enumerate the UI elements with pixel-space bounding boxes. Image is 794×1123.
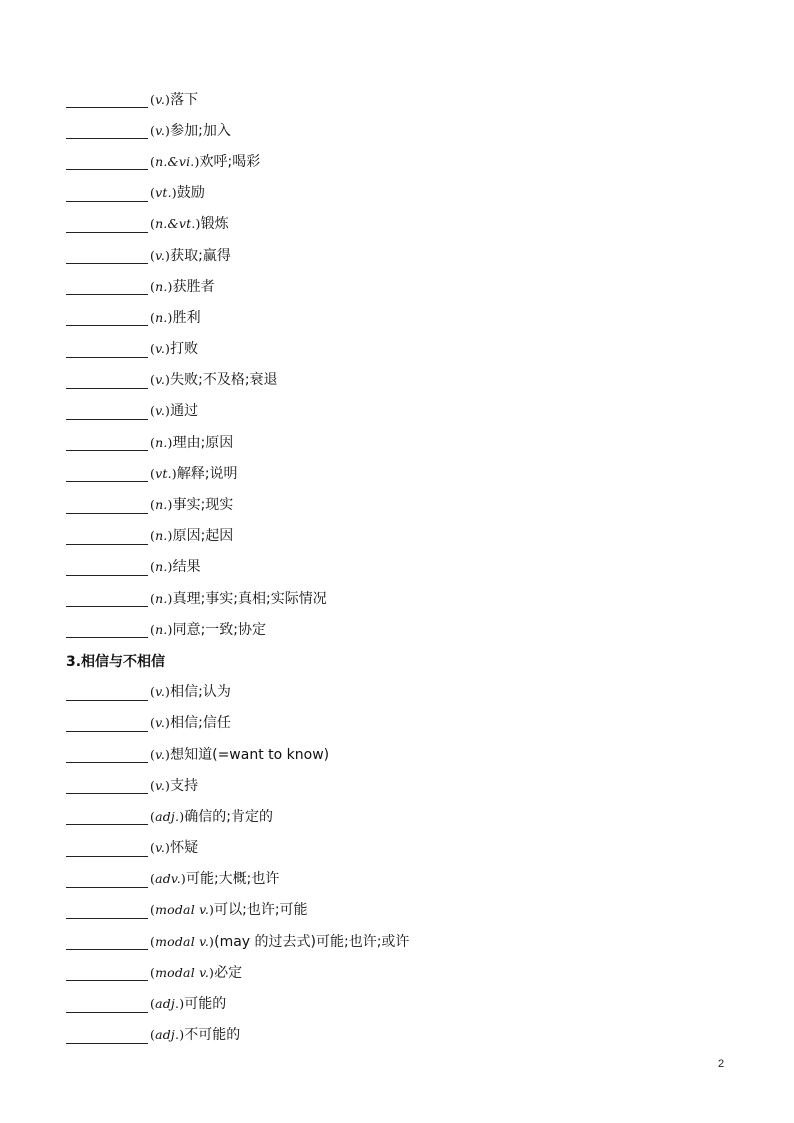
part-of-speech: (adv.) xyxy=(150,871,186,887)
part-of-speech: (adj.) xyxy=(150,808,185,824)
vocab-row xyxy=(66,271,746,302)
vocab-row xyxy=(66,801,746,832)
answer-blank[interactable] xyxy=(66,871,148,888)
chinese-meaning: 鼓励 xyxy=(176,185,205,202)
vocab-row xyxy=(66,677,746,708)
chinese-meaning: 打败 xyxy=(170,341,199,358)
answer-blank[interactable] xyxy=(66,122,148,139)
answer-blank[interactable] xyxy=(66,528,148,545)
vocab-row xyxy=(66,365,746,396)
vocab-row xyxy=(66,864,746,895)
part-of-speech: (v.) xyxy=(150,777,171,793)
chinese-meaning: 锻炼 xyxy=(200,216,229,233)
chinese-meaning: 可能的 xyxy=(184,996,227,1013)
answer-blank[interactable] xyxy=(66,933,148,950)
part-of-speech: (v.) xyxy=(150,247,171,263)
vocab-row xyxy=(66,833,746,864)
chinese-meaning: 可以;也许;可能 xyxy=(214,902,308,919)
vocab-row xyxy=(66,739,746,770)
part-of-speech: (n.) xyxy=(150,559,173,575)
part-of-speech: (n.) xyxy=(150,278,173,294)
chinese-meaning: 获取;赢得 xyxy=(170,247,231,264)
answer-blank[interactable] xyxy=(66,309,148,326)
vocab-row xyxy=(66,770,746,801)
answer-blank[interactable] xyxy=(66,278,148,295)
answer-blank[interactable] xyxy=(66,840,148,857)
answer-blank[interactable] xyxy=(66,964,148,981)
vocab-row xyxy=(66,708,746,739)
chinese-meaning: 相信;信任 xyxy=(170,715,231,732)
part-of-speech: (v.) xyxy=(150,341,171,357)
answer-blank[interactable] xyxy=(66,715,148,732)
answer-blank[interactable] xyxy=(66,902,148,919)
vocab-row xyxy=(66,489,746,520)
page-number: 2 xyxy=(718,1058,725,1070)
vocab-row xyxy=(66,552,746,583)
vocab-row xyxy=(66,988,746,1019)
answer-blank[interactable] xyxy=(66,808,148,825)
answer-blank[interactable] xyxy=(66,341,148,358)
answer-blank[interactable] xyxy=(66,684,148,701)
answer-blank[interactable] xyxy=(66,590,148,607)
part-of-speech: (v.) xyxy=(150,372,171,388)
answer-blank[interactable] xyxy=(66,996,148,1013)
answer-blank[interactable] xyxy=(66,777,148,794)
vocab-row xyxy=(66,895,746,926)
answer-blank[interactable] xyxy=(66,621,148,638)
answer-blank[interactable] xyxy=(66,434,148,451)
chinese-meaning: 落下 xyxy=(170,91,199,108)
part-of-speech: (n.) xyxy=(150,528,173,544)
chinese-meaning: 原因;起因 xyxy=(172,528,234,545)
chinese-meaning: 参加;加入 xyxy=(170,122,231,139)
answer-blank[interactable] xyxy=(66,216,148,233)
chinese-meaning: 事实;现实 xyxy=(172,497,234,514)
vocab-row xyxy=(66,209,746,240)
part-of-speech: (n.) xyxy=(150,497,173,513)
part-of-speech: (n.&vt.) xyxy=(150,216,201,232)
part-of-speech: (adj.) xyxy=(150,1027,185,1043)
part-of-speech: (modal v.) xyxy=(150,964,215,980)
vocab-row xyxy=(66,583,746,614)
chinese-meaning: 确信的;肯定的 xyxy=(184,808,273,825)
answer-blank[interactable] xyxy=(66,465,148,482)
chinese-meaning: 想知道(=want to know) xyxy=(170,746,330,763)
vocab-row xyxy=(66,84,746,115)
answer-blank[interactable] xyxy=(66,746,148,763)
vocab-row xyxy=(66,427,746,458)
part-of-speech: (n.&vi.) xyxy=(150,153,200,169)
answer-blank[interactable] xyxy=(66,403,148,420)
answer-blank[interactable] xyxy=(66,372,148,389)
part-of-speech: (modal v.) xyxy=(150,933,215,949)
answer-blank[interactable] xyxy=(66,91,148,108)
chinese-meaning: 失败;不及格;衰退 xyxy=(170,372,278,389)
chinese-meaning: 怀疑 xyxy=(170,840,199,857)
answer-blank[interactable] xyxy=(66,559,148,576)
part-of-speech: (v.) xyxy=(150,403,171,419)
chinese-meaning: (may 的过去式)可能;也许;或许 xyxy=(214,933,410,950)
vocab-row xyxy=(66,396,746,427)
part-of-speech: (v.) xyxy=(150,122,171,138)
vocab-row xyxy=(66,957,746,988)
answer-blank[interactable] xyxy=(66,185,148,202)
vocab-row xyxy=(66,178,746,209)
part-of-speech: (n.) xyxy=(150,590,173,606)
chinese-meaning: 必定 xyxy=(214,964,243,981)
part-of-speech: (n.) xyxy=(150,621,173,637)
answer-blank[interactable] xyxy=(66,153,148,170)
vocab-group-3 xyxy=(66,677,746,1051)
chinese-meaning: 结果 xyxy=(172,559,201,576)
vocabulary-list xyxy=(66,84,746,1051)
vocab-row xyxy=(66,458,746,489)
vocab-row xyxy=(66,614,746,645)
part-of-speech: (v.) xyxy=(150,91,171,107)
part-of-speech: (n.) xyxy=(150,434,173,450)
part-of-speech: (vt.) xyxy=(150,185,177,201)
chinese-meaning: 可能;大概;也许 xyxy=(185,871,280,888)
vocab-row xyxy=(66,1020,746,1051)
vocab-row xyxy=(66,302,746,333)
part-of-speech: (v.) xyxy=(150,840,171,856)
vocab-row xyxy=(66,521,746,552)
chinese-meaning: 同意;一致;协定 xyxy=(172,621,267,638)
chinese-meaning: 通过 xyxy=(170,403,199,420)
answer-blank[interactable] xyxy=(66,1027,148,1044)
chinese-meaning: 理由;原因 xyxy=(172,434,234,451)
part-of-speech: (v.) xyxy=(150,746,171,762)
part-of-speech: (adj.) xyxy=(150,996,185,1012)
vocab-group-2 xyxy=(66,84,746,645)
chinese-meaning: 相信;认为 xyxy=(170,684,231,701)
answer-blank[interactable] xyxy=(66,497,148,514)
part-of-speech: (n.) xyxy=(150,309,173,325)
part-of-speech: (vt.) xyxy=(150,465,177,481)
vocab-row xyxy=(66,146,746,177)
part-of-speech: (v.) xyxy=(150,715,171,731)
vocab-row xyxy=(66,926,746,957)
chinese-meaning: 真理;事实;真相;实际情况 xyxy=(172,590,327,607)
section-heading-believe: 3.相信与不相信 xyxy=(66,653,166,670)
answer-blank[interactable] xyxy=(66,247,148,264)
chinese-meaning: 支持 xyxy=(170,777,199,794)
vocab-row xyxy=(66,240,746,271)
vocab-row xyxy=(66,334,746,365)
chinese-meaning: 欢呼;喝彩 xyxy=(199,153,261,170)
vocab-row xyxy=(66,115,746,146)
part-of-speech: (modal v.) xyxy=(150,902,215,918)
chinese-meaning: 不可能的 xyxy=(184,1027,241,1044)
part-of-speech: (v.) xyxy=(150,684,171,700)
chinese-meaning: 胜利 xyxy=(172,309,201,326)
chinese-meaning: 获胜者 xyxy=(172,278,215,295)
chinese-meaning: 解释;说明 xyxy=(176,465,238,482)
